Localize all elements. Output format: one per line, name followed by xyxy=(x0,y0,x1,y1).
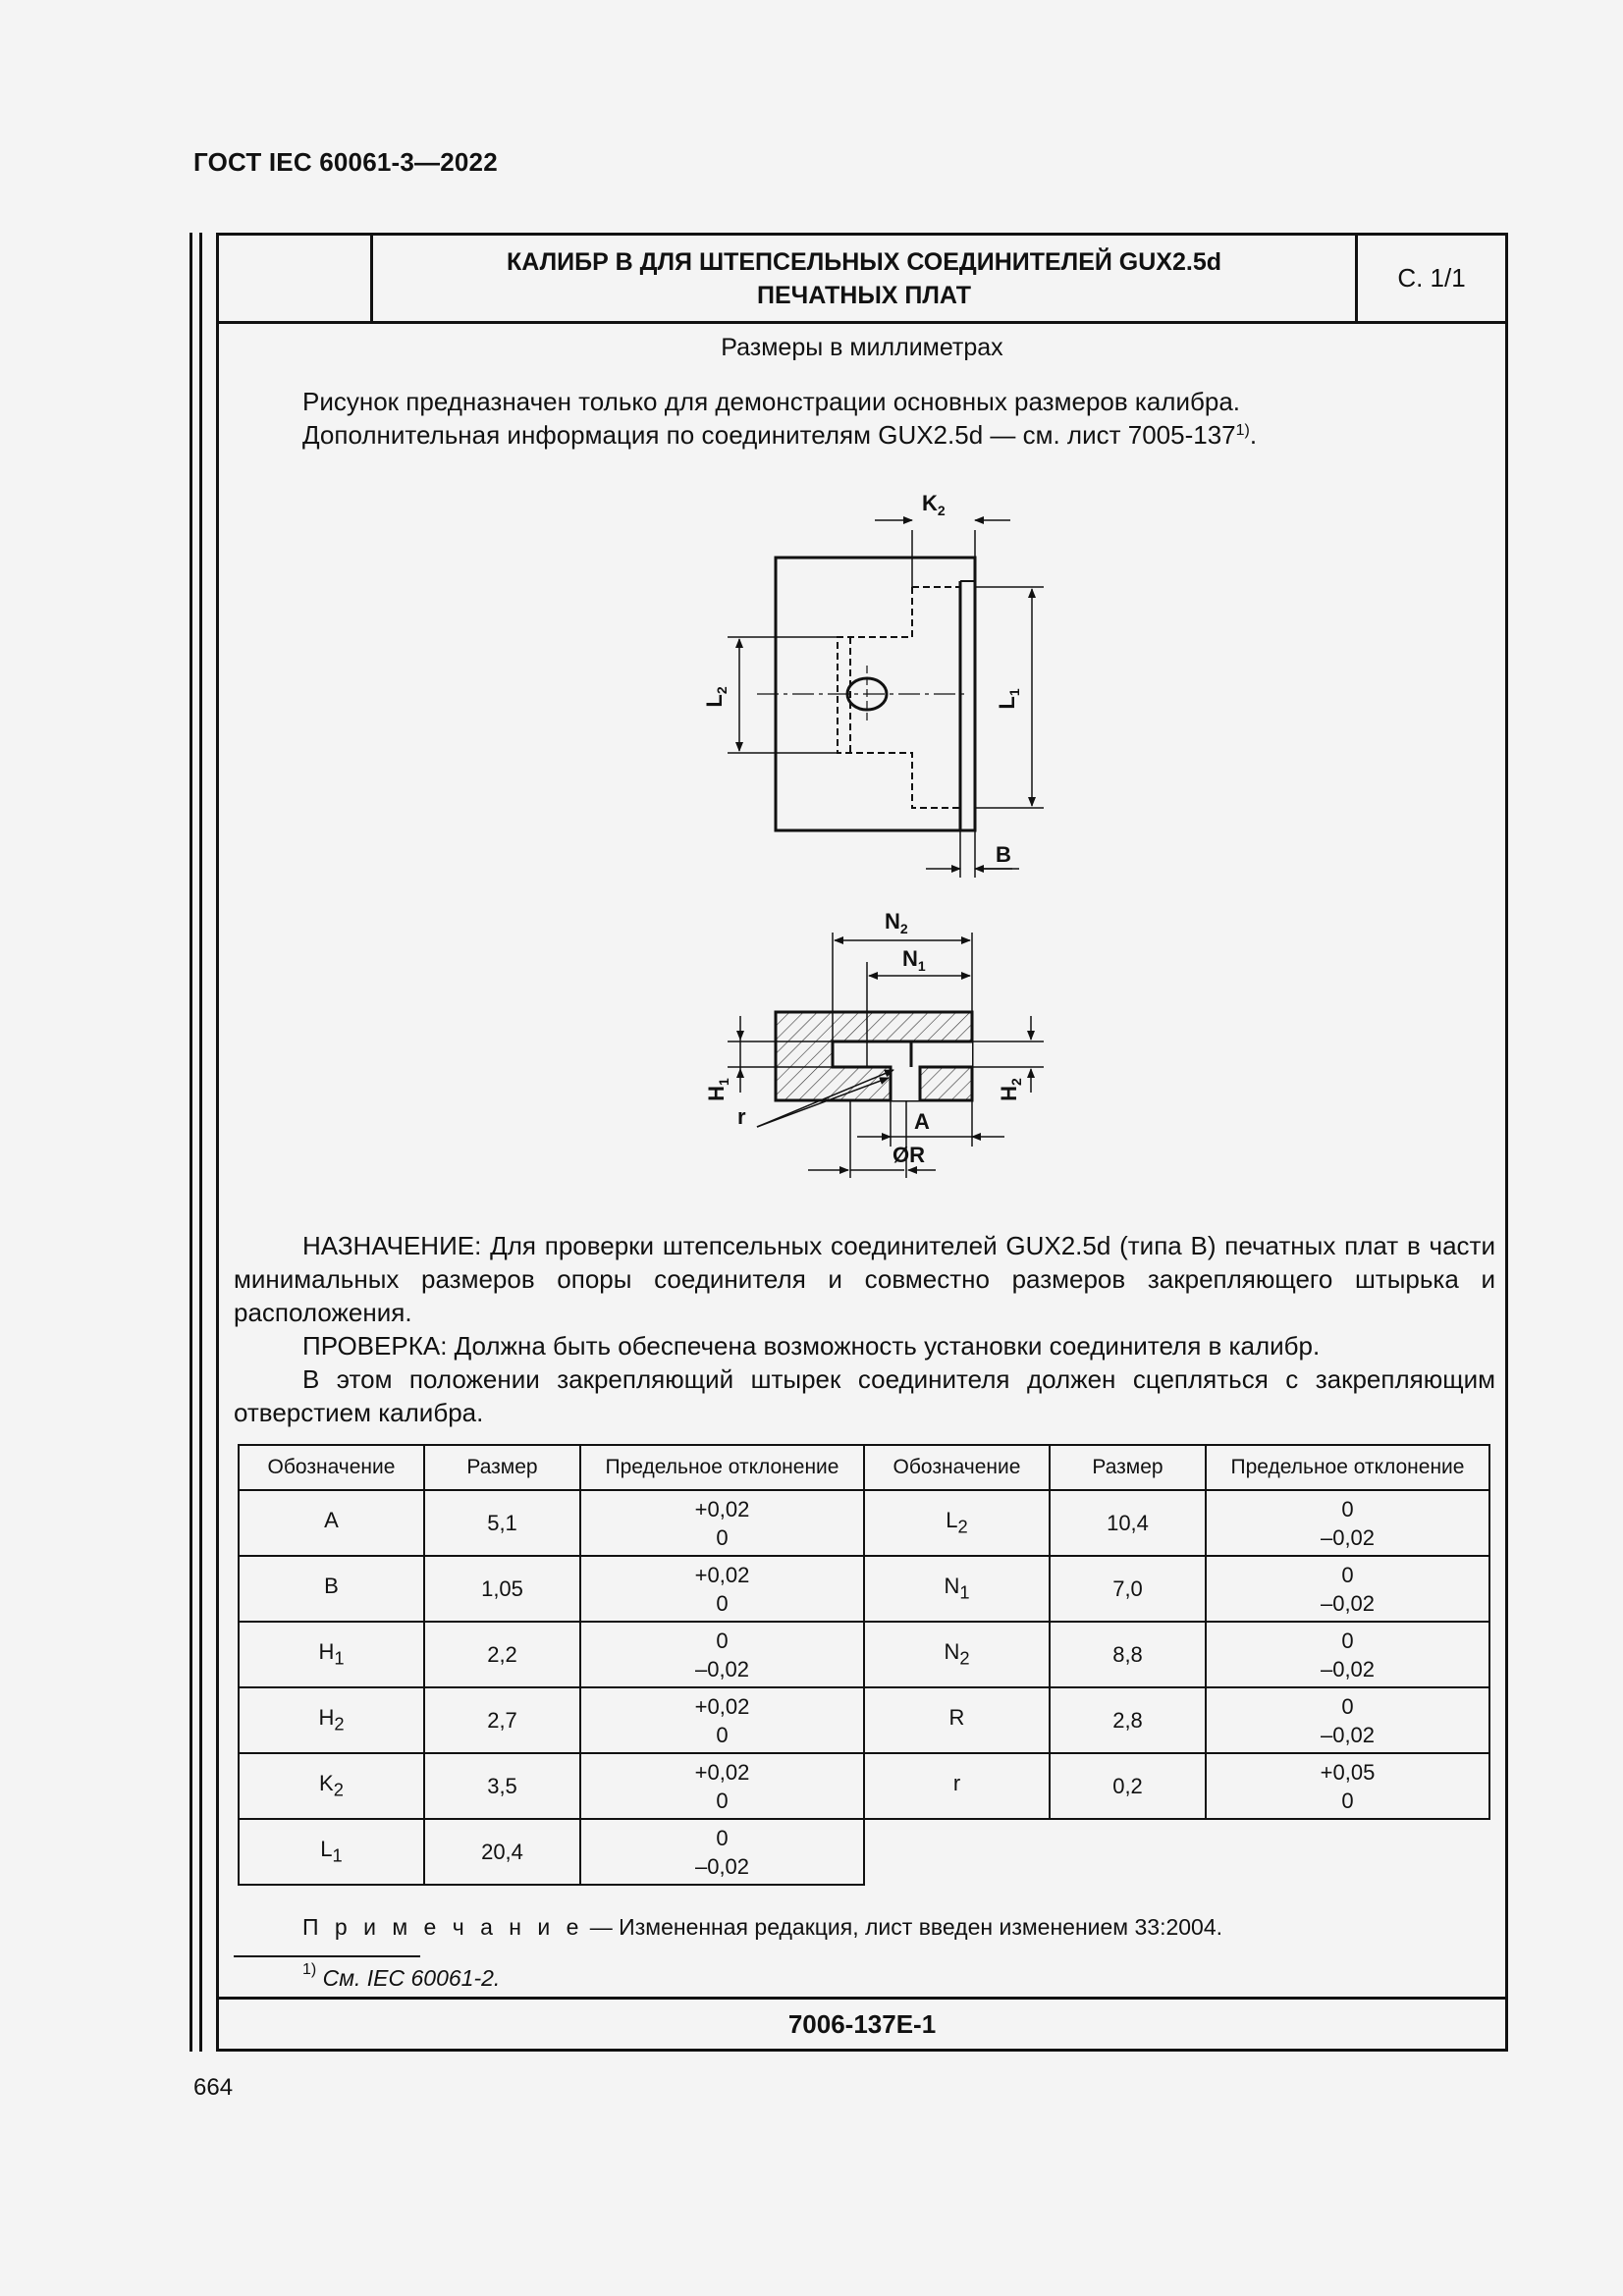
footnote-rule xyxy=(234,1955,420,1957)
size-cell: 10,4 xyxy=(1050,1490,1206,1556)
tolerance-cell: +0,02 0 xyxy=(580,1687,864,1753)
tolerance-cell: +0,05 0 xyxy=(1206,1753,1489,1819)
tolerance-cell: 0 –0,02 xyxy=(580,1622,864,1687)
tolerance-cell: 0 –0,02 xyxy=(1206,1556,1489,1622)
intro-line2-end: . xyxy=(1249,420,1258,450)
footnote-text: См. IEC 60061-2. xyxy=(322,1965,501,1991)
position-paragraph: В этом положении закрепляющий штырек соединителя должен сцепляться с закрепляющим отверстием калибра. xyxy=(234,1364,1495,1427)
dim-label-b: B xyxy=(996,842,1011,867)
gauge-drawing xyxy=(219,236,1505,1198)
sheet-title-line2: ПЕЧАТНЫХ ПЛАТ xyxy=(756,281,972,309)
dim-label-l1: $L_1$ xyxy=(995,688,1022,710)
dim-label-k2: $K_2$ xyxy=(922,491,946,518)
header-tolerance: Предельное отклонение xyxy=(580,1445,864,1490)
dim-label-r: r xyxy=(737,1104,746,1129)
note xyxy=(302,1914,1222,1941)
symbol-cell: $L_1$ xyxy=(239,1819,424,1885)
dimensions-table xyxy=(238,1444,1490,1886)
section-hole xyxy=(891,1067,920,1100)
table-row xyxy=(239,1819,1489,1885)
sheet-frame xyxy=(216,233,1508,2052)
size-cell: 0,2 xyxy=(1050,1753,1206,1819)
document-header: ГОСТ IEC 60061-3—2022 xyxy=(193,147,498,177)
purpose-paragraph: НАЗНАЧЕНИЕ: Для проверки штепсельных соединителей GUX2.5d (типа В) печатных плат в части минимальных размеров опоры соединителя и совместно размеров закрепляющего штырька и расположения. xyxy=(234,1231,1495,1327)
table-row xyxy=(239,1687,1489,1753)
tolerance-cell: +0,02 0 xyxy=(580,1490,864,1556)
size-cell: 3,5 xyxy=(424,1753,580,1819)
dim-label-a: A xyxy=(914,1109,930,1134)
header-tolerance: Предельное отклонение xyxy=(1206,1445,1489,1490)
size-cell: 7,0 xyxy=(1050,1556,1206,1622)
dim-label-dia-r: ØR xyxy=(893,1143,925,1167)
tolerance-cell: +0,02 0 xyxy=(580,1753,864,1819)
symbol-cell: $H_2$ xyxy=(239,1687,424,1753)
table-row xyxy=(239,1753,1489,1819)
symbol-cell: r xyxy=(864,1753,1050,1819)
intro-line2-text: Дополнительная информация по соединителям GUX2.5d — см. лист 7005-137 xyxy=(302,420,1236,450)
header-size: Размер xyxy=(424,1445,580,1490)
symbol-cell: A xyxy=(239,1490,424,1556)
footnote-ref: 1) xyxy=(1235,422,1250,439)
header-symbol: Обозначение xyxy=(239,1445,424,1490)
size-cell: 5,1 xyxy=(424,1490,580,1556)
header-symbol: Обозначение xyxy=(864,1445,1050,1490)
note-label: П р и м е ч а н и е xyxy=(302,1914,584,1940)
dim-label-h1: $H_1$ xyxy=(704,1078,731,1101)
tolerance-cell: 0 –0,02 xyxy=(580,1819,864,1885)
table-row xyxy=(239,1556,1489,1622)
empty-cell xyxy=(1206,1819,1489,1885)
tolerance-cell: 0 –0,02 xyxy=(1206,1490,1489,1556)
footnote xyxy=(302,1961,501,1992)
dim-label-h2: $H_2$ xyxy=(997,1078,1024,1101)
empty-cell xyxy=(1050,1819,1206,1885)
units-note: Размеры в миллиметрах xyxy=(721,334,1003,361)
note-text: — Измененная редакция, лист введен изменением 33:2004. xyxy=(583,1914,1223,1940)
size-cell: 8,8 xyxy=(1050,1622,1206,1687)
size-cell: 2,2 xyxy=(424,1622,580,1687)
check-paragraph: ПРОВЕРКА: Должна быть обеспечена возможность установки соединителя в калибр. xyxy=(302,1331,1321,1361)
tolerance-cell: 0 –0,02 xyxy=(1206,1622,1489,1687)
sheet-number: С. 1/1 xyxy=(1397,263,1466,293)
symbol-cell: $H_1$ xyxy=(239,1622,424,1687)
symbol-cell: $N_2$ xyxy=(864,1622,1050,1687)
margin-rule xyxy=(199,233,202,2052)
header-size: Размер xyxy=(1050,1445,1206,1490)
section-slot xyxy=(833,1041,972,1067)
table-header-row xyxy=(239,1445,1489,1490)
dim-label-n2: $N_2$ xyxy=(885,909,908,936)
intro-line1: Рисунок предназначен только для демонстрации основных размеров калибра. xyxy=(302,387,1241,416)
sheet-title-line1: КАЛИБР В ДЛЯ ШТЕПСЕЛЬНЫХ СОЕДИНИТЕЛЕЙ GUX2.5d xyxy=(506,247,1222,276)
symbol-cell: R xyxy=(864,1687,1050,1753)
tolerance-cell: +0,02 0 xyxy=(580,1556,864,1622)
dim-label-l2: $L_2$ xyxy=(702,686,730,708)
table-row xyxy=(239,1490,1489,1556)
hidden-outline xyxy=(838,587,960,808)
page-number: 664 xyxy=(193,2074,234,2101)
symbol-cell: $L_2$ xyxy=(864,1490,1050,1556)
footnote-mark: 1) xyxy=(302,1961,317,1978)
size-cell: 2,8 xyxy=(1050,1687,1206,1753)
tolerance-cell: 0 –0,02 xyxy=(1206,1687,1489,1753)
symbol-cell: B xyxy=(239,1556,424,1622)
dim-label-n1: $N_1$ xyxy=(902,946,926,974)
sheet-code: 7006-137E-1 xyxy=(219,1997,1505,2049)
symbol-cell: $K_2$ xyxy=(239,1753,424,1819)
size-cell: 1,05 xyxy=(424,1556,580,1622)
size-cell: 20,4 xyxy=(424,1819,580,1885)
empty-cell xyxy=(864,1819,1050,1885)
symbol-cell: $N_1$ xyxy=(864,1556,1050,1622)
size-cell: 2,7 xyxy=(424,1687,580,1753)
table-row xyxy=(239,1622,1489,1687)
margin-rule xyxy=(189,233,192,2052)
